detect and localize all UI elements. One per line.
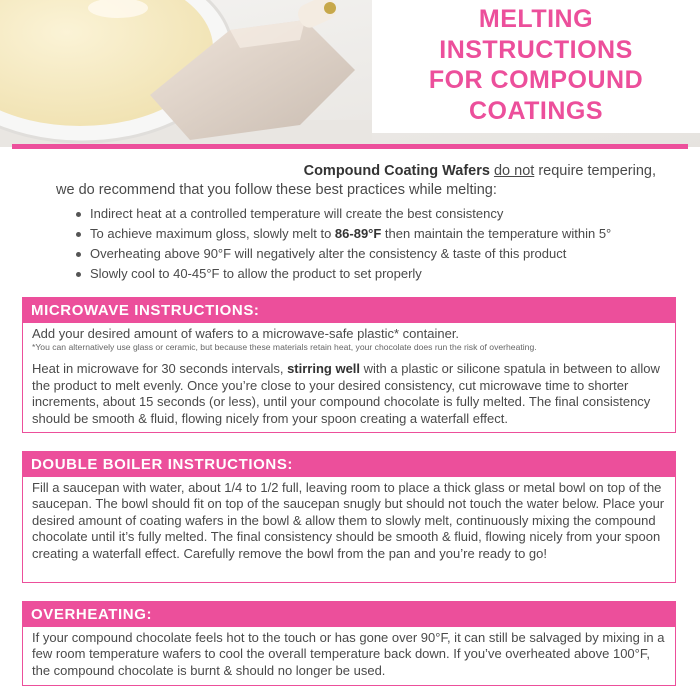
section-header: OVERHEATING: [23,602,675,627]
page-title [372,4,700,126]
list-item-text: Overheating above 90°F will negatively alter the consistency & taste of this product [90,246,567,261]
intro-line-1-rest: require tempering, [538,163,656,179]
microwave-section [22,297,676,433]
title-box [372,0,700,133]
intro-line-1 [0,162,700,181]
best-practices-list [0,204,700,284]
section-body [23,627,675,685]
list-item-text: To achieve maximum gloss, slowly melt to [90,226,335,241]
intro [0,162,700,284]
microwave-step-1: Add your desired amount of wafers to a microwave-safe plastic* container. [32,326,460,341]
list-item [72,264,700,284]
title-line: COATINGS [468,96,604,125]
overheating-text: If your compound chocolate feels hot to the touch or has gone over 90°F, it can still be salvaged by mixing in a few room temperature wafers to cool the overall temperature back down. If you’ve overheated above 100°F, the compound chocolate is burnt & should no longer be used. [32,630,665,678]
section-body [23,323,675,433]
list-item-text: then maintain the temperature within 5° [381,226,612,241]
list-item [72,244,700,264]
text: Heat in microwave for 30 seconds intervals, [32,361,288,377]
title-line: MELTING [478,5,594,33]
list-item-text: Indirect heat at a controlled temperature will create the best consistency [90,206,504,221]
list-item-text: Slowly cool to 40-45°F to allow the product to set properly [90,266,422,281]
double-boiler-section [22,451,676,583]
microwave-step-2 [32,361,667,427]
hero-banner [0,0,700,147]
section-header: MICROWAVE INSTRUCTIONS: [23,298,675,323]
list-item [72,224,700,244]
text: with a plastic or silicone spatula in between to allow the product to melt evenly. Once you’re close to your desired consistency, cut microwave time to shorter increments, about 15 seconds (or less), until your compound chocolate is fully melted. The final consistency should be smooth & fluid, flowing nicely from your spoon creating a waterfall effect. [32,361,660,426]
double-boiler-text: Fill a saucepan with water, about 1/4 to 1/2 full, leaving room to place a thick glass or metal bowl on top of the saucepan. The bowl should fit on top of the saucepan snugly but should not touch the water below. Place your desired amount of coating wafers in the bowl & allow them to slowly melt, continuously mixing the compound chocolate until it’s fully melted. The final consistency should be smooth & fluid, flowing nicely from your spoon creating a waterfall effect. Carefully remove the bowl from the pan and you’re ready to go! [32,480,665,561]
section-header: DOUBLE BOILER INSTRUCTIONS: [23,452,675,477]
footnote: *You can alternatively use glass or ceramic, but because these materials retain heat, your chocolate does run the risk of overheating. [32,342,537,353]
list-item-bold: 86-89°F [334,226,382,241]
section-body [23,477,675,568]
hero-divider [12,144,688,149]
bold-text: stirring well [287,361,361,377]
overheating-section [22,601,676,686]
intro-emphasis: do not [493,163,535,179]
title-line: FOR COMPOUND [428,66,644,94]
title-line: INSTRUCTIONS [439,35,633,64]
intro-product-name: Compound Coating Wafers [303,163,490,179]
list-item [72,204,700,224]
intro-line-2: we do recommend that you follow these best practices while melting: [56,182,497,198]
